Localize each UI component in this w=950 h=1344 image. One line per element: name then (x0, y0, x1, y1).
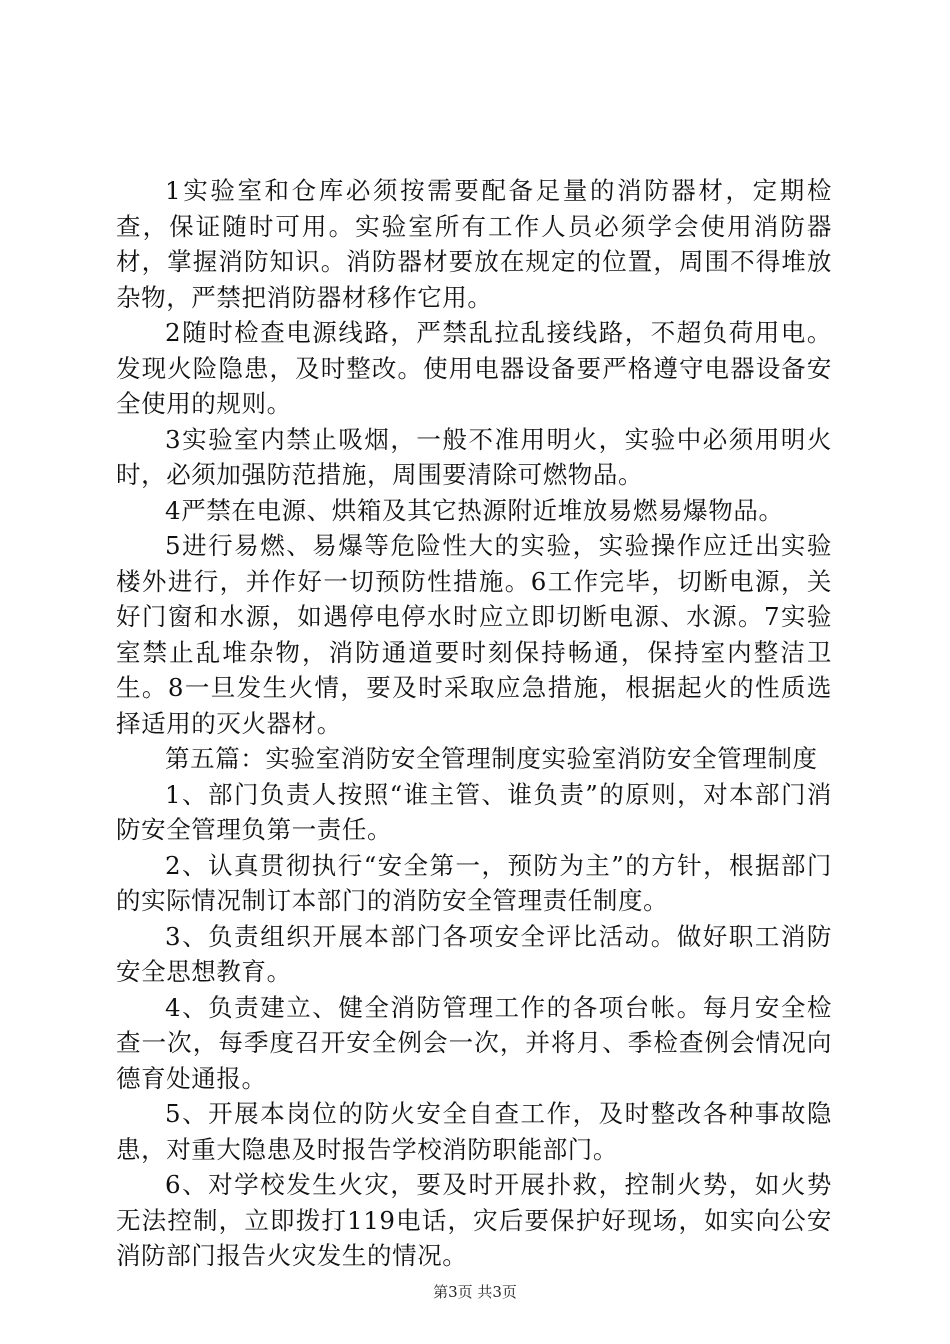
paragraph-8: 3、负责组织开展本部门各项安全评比活动。做好职工消防安全思想教育。 (116, 921, 832, 986)
paragraph-4: 4严禁在电源、烘箱及其它热源附近堆放易燃易爆物品。 (165, 495, 784, 525)
paragraph-9: 4、负责建立、健全消防管理工作的各项台帐。每月安全检查一次，每季度召开安全例会一次，并将月、季检查例会情况向德育处通报。 (116, 992, 832, 1093)
paragraph-2: 2随时检查电源线路，严禁乱拉乱接线路，不超负荷用电。发现火险隐患，及时整改。使用电器设备要严格遵守电器设备安全使用的规则。 (116, 318, 832, 418)
section-title: 第五篇：实验室消防安全管理制度实验室消防安全管理制度 (165, 744, 818, 773)
paragraph-5: 5进行易燃、易爆等危险性大的实验，实验操作应迁出实验楼外进行，并作好一切预防性措施。6工作完毕，切断电源，关好门窗和水源，如遇停电停水时应立即切断电源、水源。7实验室禁止乱堆杂物，消防通道要时刻保持畅通，保持室内整洁卫生。8一旦发生火情，要及时采取应急措施，根据起火的性质选择适用的灭火器材。 (116, 531, 832, 738)
document-body (116, 173, 832, 1274)
paragraph-10: 5、开展本岗位的防火安全自查工作，及时整改各种事故隐患，对重大隐患及时报告学校消防职能部门。 (116, 1099, 832, 1164)
paragraph-3: 3实验室内禁止吸烟，一般不准用明火，实验中必须用明火时，必须加强防范措施，周围要清除可燃物品。 (116, 424, 832, 489)
paragraph-7: 2、认真贯彻执行“安全第一，预防为主”的方针，根据部门的实际情况制订本部门的消防安全管理责任制度。 (116, 850, 832, 915)
paragraph-6: 1、部门负责人按照“谁主管、谁负责”的原则，对本部门消防安全管理负第一责任。 (116, 779, 832, 844)
page-number: 第3页 (433, 1283, 473, 1301)
page-footer (0, 1282, 950, 1302)
paragraph-1: 1实验室和仓库必须按需要配备足量的消防器材，定期检查，保证随时可用。实验室所有工作人员必须学会使用消防器材，掌握消防知识。消防器材要放在规定的位置，周围不得堆放杂物，严禁把消防器材移作它用。 (116, 176, 832, 312)
paragraph-11: 6、对学校发生火灾，要及时开展扑救，控制火势，如火势无法控制，立即拨打119电话，灾后要保护好现场，如实向公安消防部门报告火灾发生的情况。 (116, 1170, 832, 1270)
page-total: 共3页 (477, 1283, 517, 1301)
